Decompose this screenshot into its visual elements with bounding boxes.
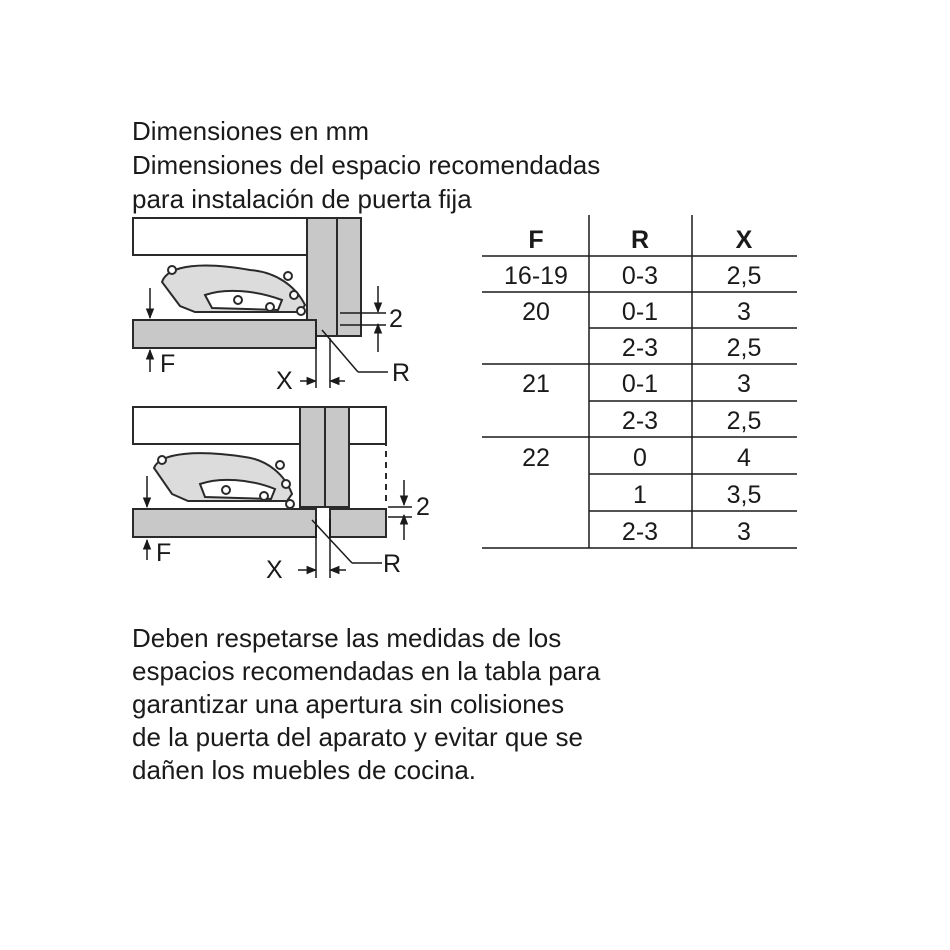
table-cell-x: 2,5 (726, 407, 762, 435)
heading-line-2: Dimensiones del espacio recomendadas (132, 150, 601, 180)
table-cell-r: 2-3 (621, 334, 659, 362)
hinge-pivot (158, 456, 166, 464)
table-cell-x: 3,5 (726, 481, 762, 509)
table-cell-x: 4 (737, 444, 751, 472)
table-header-x: X (735, 226, 753, 254)
table-cell-r: 2-3 (621, 407, 659, 435)
table-cell-r: 1 (633, 481, 647, 509)
table-cell-f: 16-19 (504, 262, 568, 290)
installation-note (132, 622, 600, 787)
table-header-f: F (528, 226, 544, 254)
heading-line-3: para instalación de puerta fija (132, 184, 472, 214)
hinge-pivot (284, 272, 292, 280)
adjacent-door (330, 509, 386, 537)
f-label-top: F (160, 350, 176, 378)
table-cell-r: 0-1 (621, 298, 659, 326)
dimension-table (482, 215, 797, 548)
note-line-2: espacios recomendadas en la tabla para (132, 656, 601, 686)
table-cell-x: 3 (737, 298, 751, 326)
hinge-pivot (222, 486, 230, 494)
hinge-pivot (266, 303, 274, 311)
appliance-door (133, 509, 316, 537)
heading-line-1: Dimensiones en mm (132, 116, 369, 146)
furniture-door (337, 218, 361, 336)
hinge-pivot (290, 291, 298, 299)
r-label-bottom: R (383, 550, 402, 578)
f-label-bottom: F (156, 539, 172, 567)
table-cell-x: 2,5 (726, 334, 762, 362)
hinge-pivot (234, 296, 242, 304)
table-cell-x: 3 (737, 370, 751, 398)
hinge-pivot (260, 492, 268, 500)
hinge-figure-bottom (133, 407, 386, 537)
table-cell-r: 2-3 (621, 518, 659, 546)
hinge-pivot (286, 500, 294, 508)
x-label-bottom: X (266, 556, 283, 584)
table-cell-r: 0-1 (621, 370, 659, 398)
table-cell-f: 21 (522, 370, 550, 398)
table-cell-x: 3 (737, 518, 751, 546)
note-line-3: garantizar una apertura sin colisiones (132, 689, 565, 719)
gap-label-bottom: 2 (416, 493, 430, 521)
table-header-r: R (630, 226, 650, 254)
gap-label-top: 2 (389, 305, 403, 333)
furniture-door (325, 407, 349, 507)
note-line-4: de la puerta del aparato y evitar que se (132, 722, 583, 752)
hinge-pivot (168, 266, 176, 274)
table-cell-x: 2,5 (726, 262, 762, 290)
hinge-figure-top (133, 218, 361, 348)
table-cell-r: 0-3 (621, 262, 659, 290)
note-line-5: dañen los muebles de cocina. (132, 755, 477, 785)
note-line-1: Deben respetarse las medidas de los (132, 623, 562, 653)
table-cell-r: 0 (633, 444, 647, 472)
furniture-side (300, 407, 325, 507)
table-cell-f: 20 (522, 298, 550, 326)
x-label-top: X (276, 367, 293, 395)
furniture-side (307, 218, 337, 336)
appliance-door (133, 320, 316, 348)
table-cell-f: 22 (522, 444, 550, 472)
r-label-top: R (392, 359, 411, 387)
hinge-pivot (297, 307, 305, 315)
hinge-pivot (282, 480, 290, 488)
hinge-pivot (276, 461, 284, 469)
